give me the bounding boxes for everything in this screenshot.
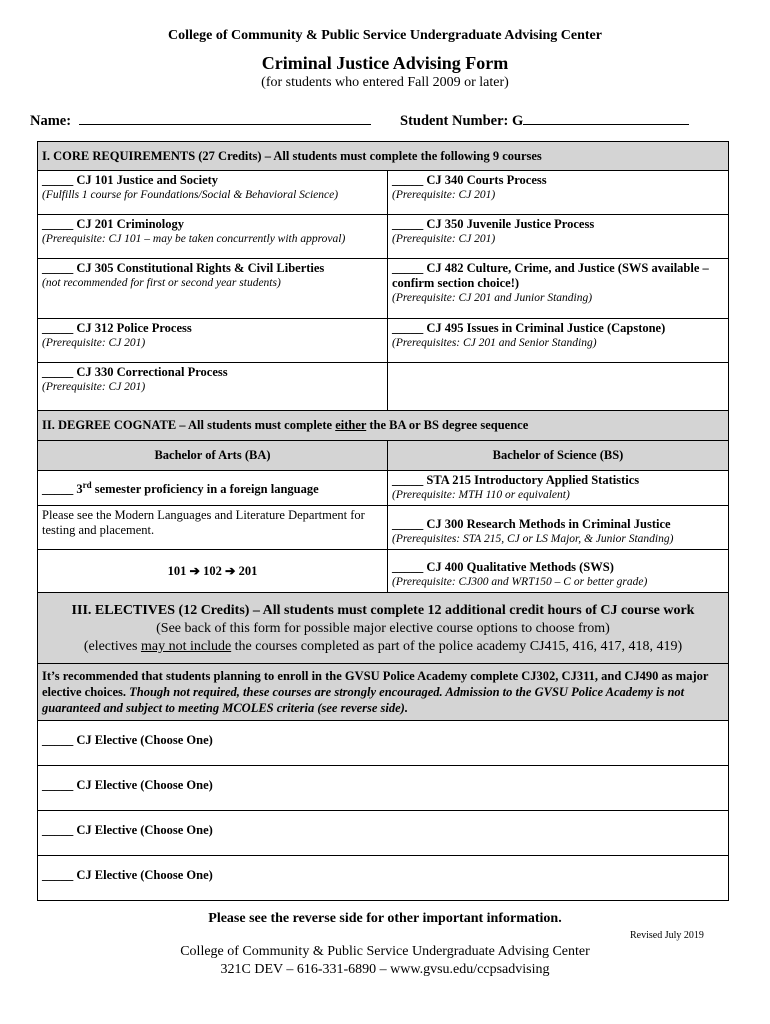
course-cell[interactable]: _____ CJ 300 Research Methods in Criminal Justice (Prerequisites: STA 215, CJ or LS Major, & Junior Standing) <box>388 506 729 550</box>
ba-note: Please see the Modern Languages and Literature Department for testing and placement. <box>38 506 388 550</box>
electives-heading: III. ELECTIVES (12 Credits) – All students must complete 12 additional credit hours of CJ course work (See back of this form for possible major elective course options to choose from) (electives may not include the courses completed as part of the police academy CJ415, 416, 417, 418, 419) <box>38 593 729 664</box>
org-header: College of Community & Public Service Undergraduate Advising Center <box>168 28 602 43</box>
course-cell[interactable]: _____ CJ 482 Culture, Crime, and Justice (SWS available – confirm section choice!) (Prerequisite: CJ 201 and Junior Standing) <box>388 259 729 319</box>
ba-heading: Bachelor of Arts (BA) <box>38 441 388 471</box>
bs-heading: Bachelor of Science (BS) <box>388 441 729 471</box>
student-number-label: Student Number: G <box>400 113 524 129</box>
course-cell[interactable]: _____ CJ 350 Juvenile Justice Process (Prerequisite: CJ 201) <box>388 215 729 259</box>
student-number-field[interactable] <box>523 110 689 125</box>
cognate-heading: II. DEGREE COGNATE – All students must complete either the BA or BS degree sequence <box>38 411 729 441</box>
elective-row[interactable]: _____ CJ Elective (Choose One) <box>38 766 729 811</box>
reverse-side-note: Please see the reverse side for other important information. <box>208 911 562 926</box>
ba-language-sequence: 101 ➔ 102 ➔ 201 <box>38 550 388 593</box>
course-cell[interactable]: _____ STA 215 Introductory Applied Statistics (Prerequisite: MTH 110 or equivalent) <box>388 471 729 506</box>
course-cell[interactable]: _____ 3rd semester proficiency in a foreign language <box>38 471 388 506</box>
revised-date: Revised July 2019 <box>630 930 704 941</box>
course-cell[interactable]: _____ CJ 495 Issues in Criminal Justice (Capstone) (Prerequisites: CJ 201 and Senior Standing) <box>388 319 729 363</box>
course-cell[interactable]: _____ CJ 312 Police Process (Prerequisite: CJ 201) <box>38 319 388 363</box>
advising-table <box>37 141 729 901</box>
course-cell[interactable]: _____ CJ 201 Criminology (Prerequisite: CJ 101 – may be taken concurrently with approval) <box>38 215 388 259</box>
name-label: Name: <box>30 113 72 129</box>
academy-recommendation: It’s recommended that students planning to enroll in the GVSU Police Academy complete CJ302, CJ311, and CJ490 as major elective choices. Though not required, these courses are strongly encouraged. Admission to the GVSU Police Academy is not guaranteed and subject to meeting MCOLES criteria (see reverse side). <box>38 664 729 721</box>
empty-cell <box>388 363 729 411</box>
student-info-row <box>30 110 730 130</box>
course-cell[interactable]: _____ CJ 330 Correctional Process (Prerequisite: CJ 201) <box>38 363 388 411</box>
elective-row[interactable]: _____ CJ Elective (Choose One) <box>38 856 729 901</box>
form-title: Criminal Justice Advising Form <box>261 53 509 73</box>
course-cell[interactable]: _____ CJ 340 Courts Process (Prerequisite: CJ 201) <box>388 171 729 215</box>
footer-org: College of Community & Public Service Undergraduate Advising Center <box>180 944 590 959</box>
course-cell[interactable]: _____ CJ 101 Justice and Society (Fulfills 1 course for Foundations/Social & Behavioral Science) <box>38 171 388 215</box>
core-heading: I. CORE REQUIREMENTS (27 Credits) – All students must complete the following 9 courses <box>38 142 729 171</box>
form-subtitle: (for students who entered Fall 2009 or later) <box>261 75 509 90</box>
course-cell[interactable]: _____ CJ 305 Constitutional Rights & Civil Liberties (not recommended for first or second year students) <box>38 259 388 319</box>
footer-contact: 321C DEV – 616-331-6890 – www.gvsu.edu/ccpsadvising <box>220 962 550 977</box>
name-field[interactable] <box>79 110 371 125</box>
elective-row[interactable]: _____ CJ Elective (Choose One) <box>38 811 729 856</box>
course-cell[interactable]: _____ CJ 400 Qualitative Methods (SWS) (Prerequisite: CJ300 and WRT150 – C or better grade) <box>388 550 729 593</box>
elective-row[interactable]: _____ CJ Elective (Choose One) <box>38 721 729 766</box>
